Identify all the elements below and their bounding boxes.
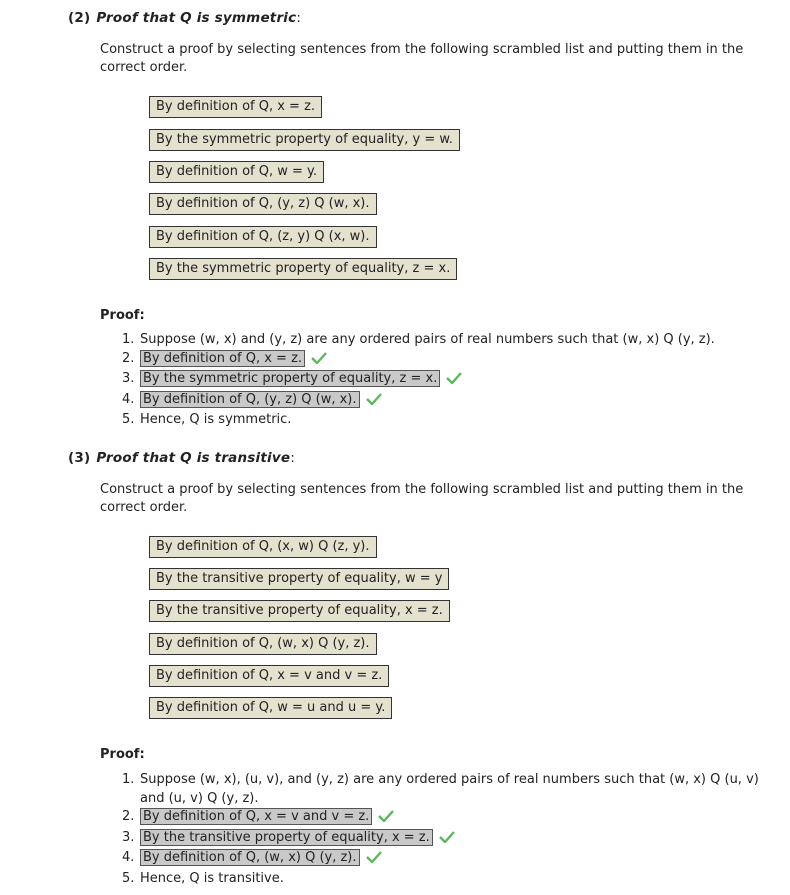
step-number: 1. bbox=[122, 332, 135, 347]
proof-label-text: Proof bbox=[100, 308, 140, 323]
part3-title: Proof that Q is transitive bbox=[96, 450, 291, 466]
choice-chip[interactable]: By definition of Q, (z, y) Q (x, w). bbox=[149, 226, 377, 248]
choice-chip[interactable]: By definition of Q, w = y. bbox=[149, 161, 324, 183]
step-number: 5. bbox=[122, 870, 135, 886]
part2-proof-steps bbox=[122, 331, 715, 430]
part2-title: Proof that Q is symmetric bbox=[96, 10, 297, 26]
filled-answer-slot[interactable]: By the symmetric property of equality, z = x. bbox=[140, 370, 440, 387]
choice-chip[interactable]: By definition of Q, (x, w) Q (z, y). bbox=[149, 536, 377, 558]
proof-step bbox=[122, 870, 759, 889]
part2-number: (2) bbox=[68, 10, 91, 26]
part2-colon: : bbox=[296, 10, 302, 26]
proof-step bbox=[122, 808, 759, 829]
filled-answer-slot[interactable]: By definition of Q, x = v and v = z. bbox=[140, 808, 372, 825]
choice-chip[interactable]: By definition of Q, (y, z) Q (w, x). bbox=[149, 193, 377, 215]
part2-instructions: Construct a proof by selecting sentences from the following scrambled list and putting them in the correct order. bbox=[100, 42, 744, 75]
filled-answer-slot[interactable]: By definition of Q, x = z. bbox=[140, 350, 305, 367]
proof-label-text: Proof bbox=[100, 747, 140, 762]
step-text: Hence, Q is transitive. bbox=[140, 870, 284, 886]
choice-chip[interactable]: By definition of Q, x = z. bbox=[149, 96, 322, 118]
part3-proof-label: Proof: bbox=[100, 747, 145, 762]
part2-proof-label: Proof: bbox=[100, 308, 145, 323]
proof-step bbox=[122, 391, 715, 412]
choice-chip[interactable]: By definition of Q, x = v and v = z. bbox=[149, 665, 389, 687]
checkmark-icon bbox=[439, 831, 455, 850]
step-text: Suppose (w, x) and (y, z) are any ordered pairs of real numbers such that (w, x) Q (y, z). bbox=[140, 332, 715, 347]
step-number: 4. bbox=[122, 391, 135, 407]
part3-colon: : bbox=[290, 450, 295, 466]
choice-chip[interactable]: By definition of Q, (w, x) Q (y, z). bbox=[149, 633, 377, 655]
choice-chip[interactable]: By the symmetric property of equality, y = w. bbox=[149, 129, 460, 151]
proof-step bbox=[122, 370, 715, 391]
checkmark-icon bbox=[446, 372, 462, 391]
step-text: Hence, Q is symmetric. bbox=[140, 412, 292, 427]
step-number: 3. bbox=[122, 829, 135, 845]
filled-answer-slot[interactable]: By the transitive property of equality, x = z. bbox=[140, 829, 433, 846]
checkmark-icon bbox=[366, 851, 382, 870]
step-number: 2. bbox=[122, 809, 135, 824]
filled-answer-slot[interactable]: By definition of Q, (w, x) Q (y, z). bbox=[140, 849, 360, 866]
proof-step bbox=[122, 411, 715, 430]
proof-step bbox=[122, 350, 715, 371]
proof-step bbox=[122, 771, 759, 808]
step-number: 4. bbox=[122, 850, 135, 865]
choice-chip[interactable]: By the transitive property of equality, x = z. bbox=[149, 600, 450, 622]
choice-chip[interactable]: By the transitive property of equality, w = y bbox=[149, 568, 449, 590]
checkmark-icon bbox=[311, 352, 327, 371]
checkmark-icon bbox=[366, 393, 382, 412]
part2-header bbox=[68, 10, 301, 26]
step-number: 2. bbox=[122, 350, 135, 366]
choice-chip[interactable]: By the symmetric property of equality, z = x. bbox=[149, 258, 457, 280]
part3-instructions: Construct a proof by selecting sentences from the following scrambled list and putting them in the correct order. bbox=[100, 482, 744, 515]
step-text-continued: and (u, v) Q (y, z). bbox=[140, 790, 259, 806]
part3-proof-steps bbox=[122, 771, 759, 888]
proof-step bbox=[122, 829, 759, 850]
step-number: 5. bbox=[122, 412, 135, 427]
step-number: 1. bbox=[122, 772, 135, 787]
filled-answer-slot[interactable]: By definition of Q, (y, z) Q (w, x). bbox=[140, 391, 360, 408]
step-text: Suppose (w, x), (u, v), and (y, z) are any ordered pairs of real numbers such that (w, x) Q (u, v) bbox=[140, 772, 759, 787]
step-number: 3. bbox=[122, 371, 135, 386]
proof-step bbox=[122, 849, 759, 870]
part3-header bbox=[68, 450, 295, 466]
proof-step bbox=[122, 331, 715, 350]
checkmark-icon bbox=[378, 810, 394, 829]
choice-chip[interactable]: By definition of Q, w = u and u = y. bbox=[149, 697, 392, 719]
part3-number: (3) bbox=[68, 450, 91, 466]
